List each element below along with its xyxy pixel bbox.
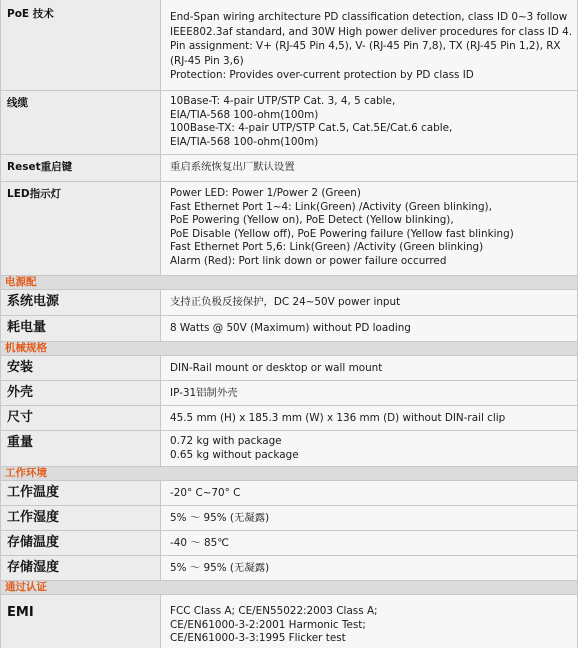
spec-value (161, 91, 577, 154)
spec-value (161, 290, 577, 315)
spec-value-line: 45.5 mm (H) x 185.3 mm (W) x 136 mm (D) without DIN-rail clip (170, 412, 506, 424)
spec-label: 线缆 (1, 91, 161, 154)
spec-value-line: Protection: Provides over-current protection by PD class ID (170, 69, 474, 82)
section-header-certification: 通过认证 (1, 581, 577, 595)
spec-value-line: Power LED: Power 1/Power 2 (Green) (170, 187, 361, 199)
spec-value (161, 155, 577, 181)
spec-value-line: 5% ～ 95% (无凝露) (170, 512, 270, 524)
spec-label: LED指示灯 (1, 182, 161, 275)
spec-value-line: Alarm (Red): Port link down or power failure occurred (170, 254, 447, 267)
spec-label: EMI (1, 595, 161, 648)
spec-value-line: 8 Watts @ 50V (Maximum) without PD loading (170, 322, 411, 334)
spec-value (161, 595, 577, 648)
spec-value-line: DIN-Rail mount or desktop or wall mount (170, 362, 383, 374)
spec-value-line: CE/EN61000-3-2:2001 Harmonic Test; (170, 618, 366, 631)
spec-value-line: Fast Ethernet Port 1~4: Link(Green) /Activity (Green blinking), (170, 200, 492, 213)
spec-value-line: 10Base-T: 4-pair UTP/STP Cat. 3, 4, 5 cable, (170, 95, 396, 107)
spec-label: 安装 (1, 356, 161, 380)
spec-value-line: Fast Ethernet Port 5,6: Link(Green) /Activity (Green blinking) (170, 241, 484, 254)
spec-label: 工作温度 (1, 481, 161, 505)
spec-row-operating-humidity (1, 506, 577, 531)
spec-row-reset (1, 155, 577, 182)
spec-label: PoE 技术 (1, 0, 161, 90)
spec-value-line: 0.72 kg with package (170, 435, 282, 447)
spec-label: 工作湿度 (1, 506, 161, 530)
section-header-power: 电源配 (1, 276, 577, 290)
spec-row-poe (1, 0, 577, 91)
spec-value (161, 481, 577, 505)
spec-value-line: -40 ～ 85℃ (170, 537, 229, 549)
spec-value-line: 0.65 kg without package (170, 448, 299, 461)
spec-row-operating-temp (1, 481, 577, 506)
spec-value (161, 356, 577, 380)
spec-value-line: End-Span wiring architecture PD classification detection, class ID 0~3 follow (170, 11, 568, 23)
spec-label: 耗电量 (1, 316, 161, 341)
spec-value (161, 0, 577, 90)
spec-row-weight (1, 431, 577, 467)
spec-value-line: PoE Powering (Yellow on), PoE Detect (Yellow blinking), (170, 214, 454, 227)
spec-label: 存储温度 (1, 531, 161, 555)
spec-label: Reset重启键 (1, 155, 161, 181)
spec-row-emi (1, 595, 577, 648)
spec-value-line: FCC Class A; CE/EN55022:2003 Class A; (170, 605, 378, 617)
spec-value (161, 316, 577, 341)
spec-row-storage-humidity (1, 556, 577, 581)
spec-label: 系统电源 (1, 290, 161, 315)
spec-row-dimensions (1, 406, 577, 431)
spec-value-line: EIA/TIA-568 100-ohm(100m) (170, 108, 319, 121)
spec-row-led (1, 182, 577, 276)
spec-value-line: IEEE802.3af standard, and 30W High power deliver procedures for class ID 4. (170, 25, 573, 38)
spec-value (161, 406, 577, 430)
spec-value-line: Pin assignment: V+ (RJ-45 Pin 4,5), V- (RJ-45 Pin 7,8), TX (RJ-45 Pin 1,2), RX (170, 40, 561, 53)
spec-value-line: 100Base-TX: 4-pair UTP/STP Cat.5, Cat.5E/Cat.6 cable, (170, 122, 453, 135)
spec-row-cable (1, 91, 577, 155)
spec-value-line: 支持正负极反接保护，DC 24~50V power input (170, 296, 401, 308)
spec-row-power-consumption (1, 316, 577, 342)
spec-value (161, 556, 577, 580)
spec-row-storage-temp (1, 531, 577, 556)
spec-value (161, 182, 577, 275)
spec-value-line: IP-31铝制外壳 (170, 387, 238, 399)
spec-value (161, 531, 577, 555)
spec-value (161, 431, 577, 466)
spec-row-mounting (1, 356, 577, 381)
spec-value-line: EIA/TIA-568 100-ohm(100m) (170, 135, 319, 148)
spec-label: 外壳 (1, 381, 161, 405)
spec-row-housing (1, 381, 577, 406)
spec-value-line: -20° C~70° C (170, 487, 241, 499)
section-header-mechanical: 机械规格 (1, 342, 577, 356)
spec-label: 尺寸 (1, 406, 161, 430)
spec-value-line: 5% ～ 95% (无凝露) (170, 562, 270, 574)
spec-label: 存储湿度 (1, 556, 161, 580)
spec-label: 重量 (1, 431, 161, 466)
spec-value (161, 381, 577, 405)
spec-row-system-power (1, 290, 577, 316)
spec-value-line: (RJ-45 Pin 3,6) (170, 54, 244, 67)
spec-value (161, 506, 577, 530)
section-header-environment: 工作环境 (1, 467, 577, 481)
spec-value-line: CE/EN61000-3-3:1995 Flicker test (170, 632, 346, 645)
spec-value-line: PoE Disable (Yellow off), PoE Powering failure (Yellow fast blinking) (170, 227, 514, 240)
spec-value-line: 重启系统恢复出厂默认设置 (170, 161, 295, 173)
